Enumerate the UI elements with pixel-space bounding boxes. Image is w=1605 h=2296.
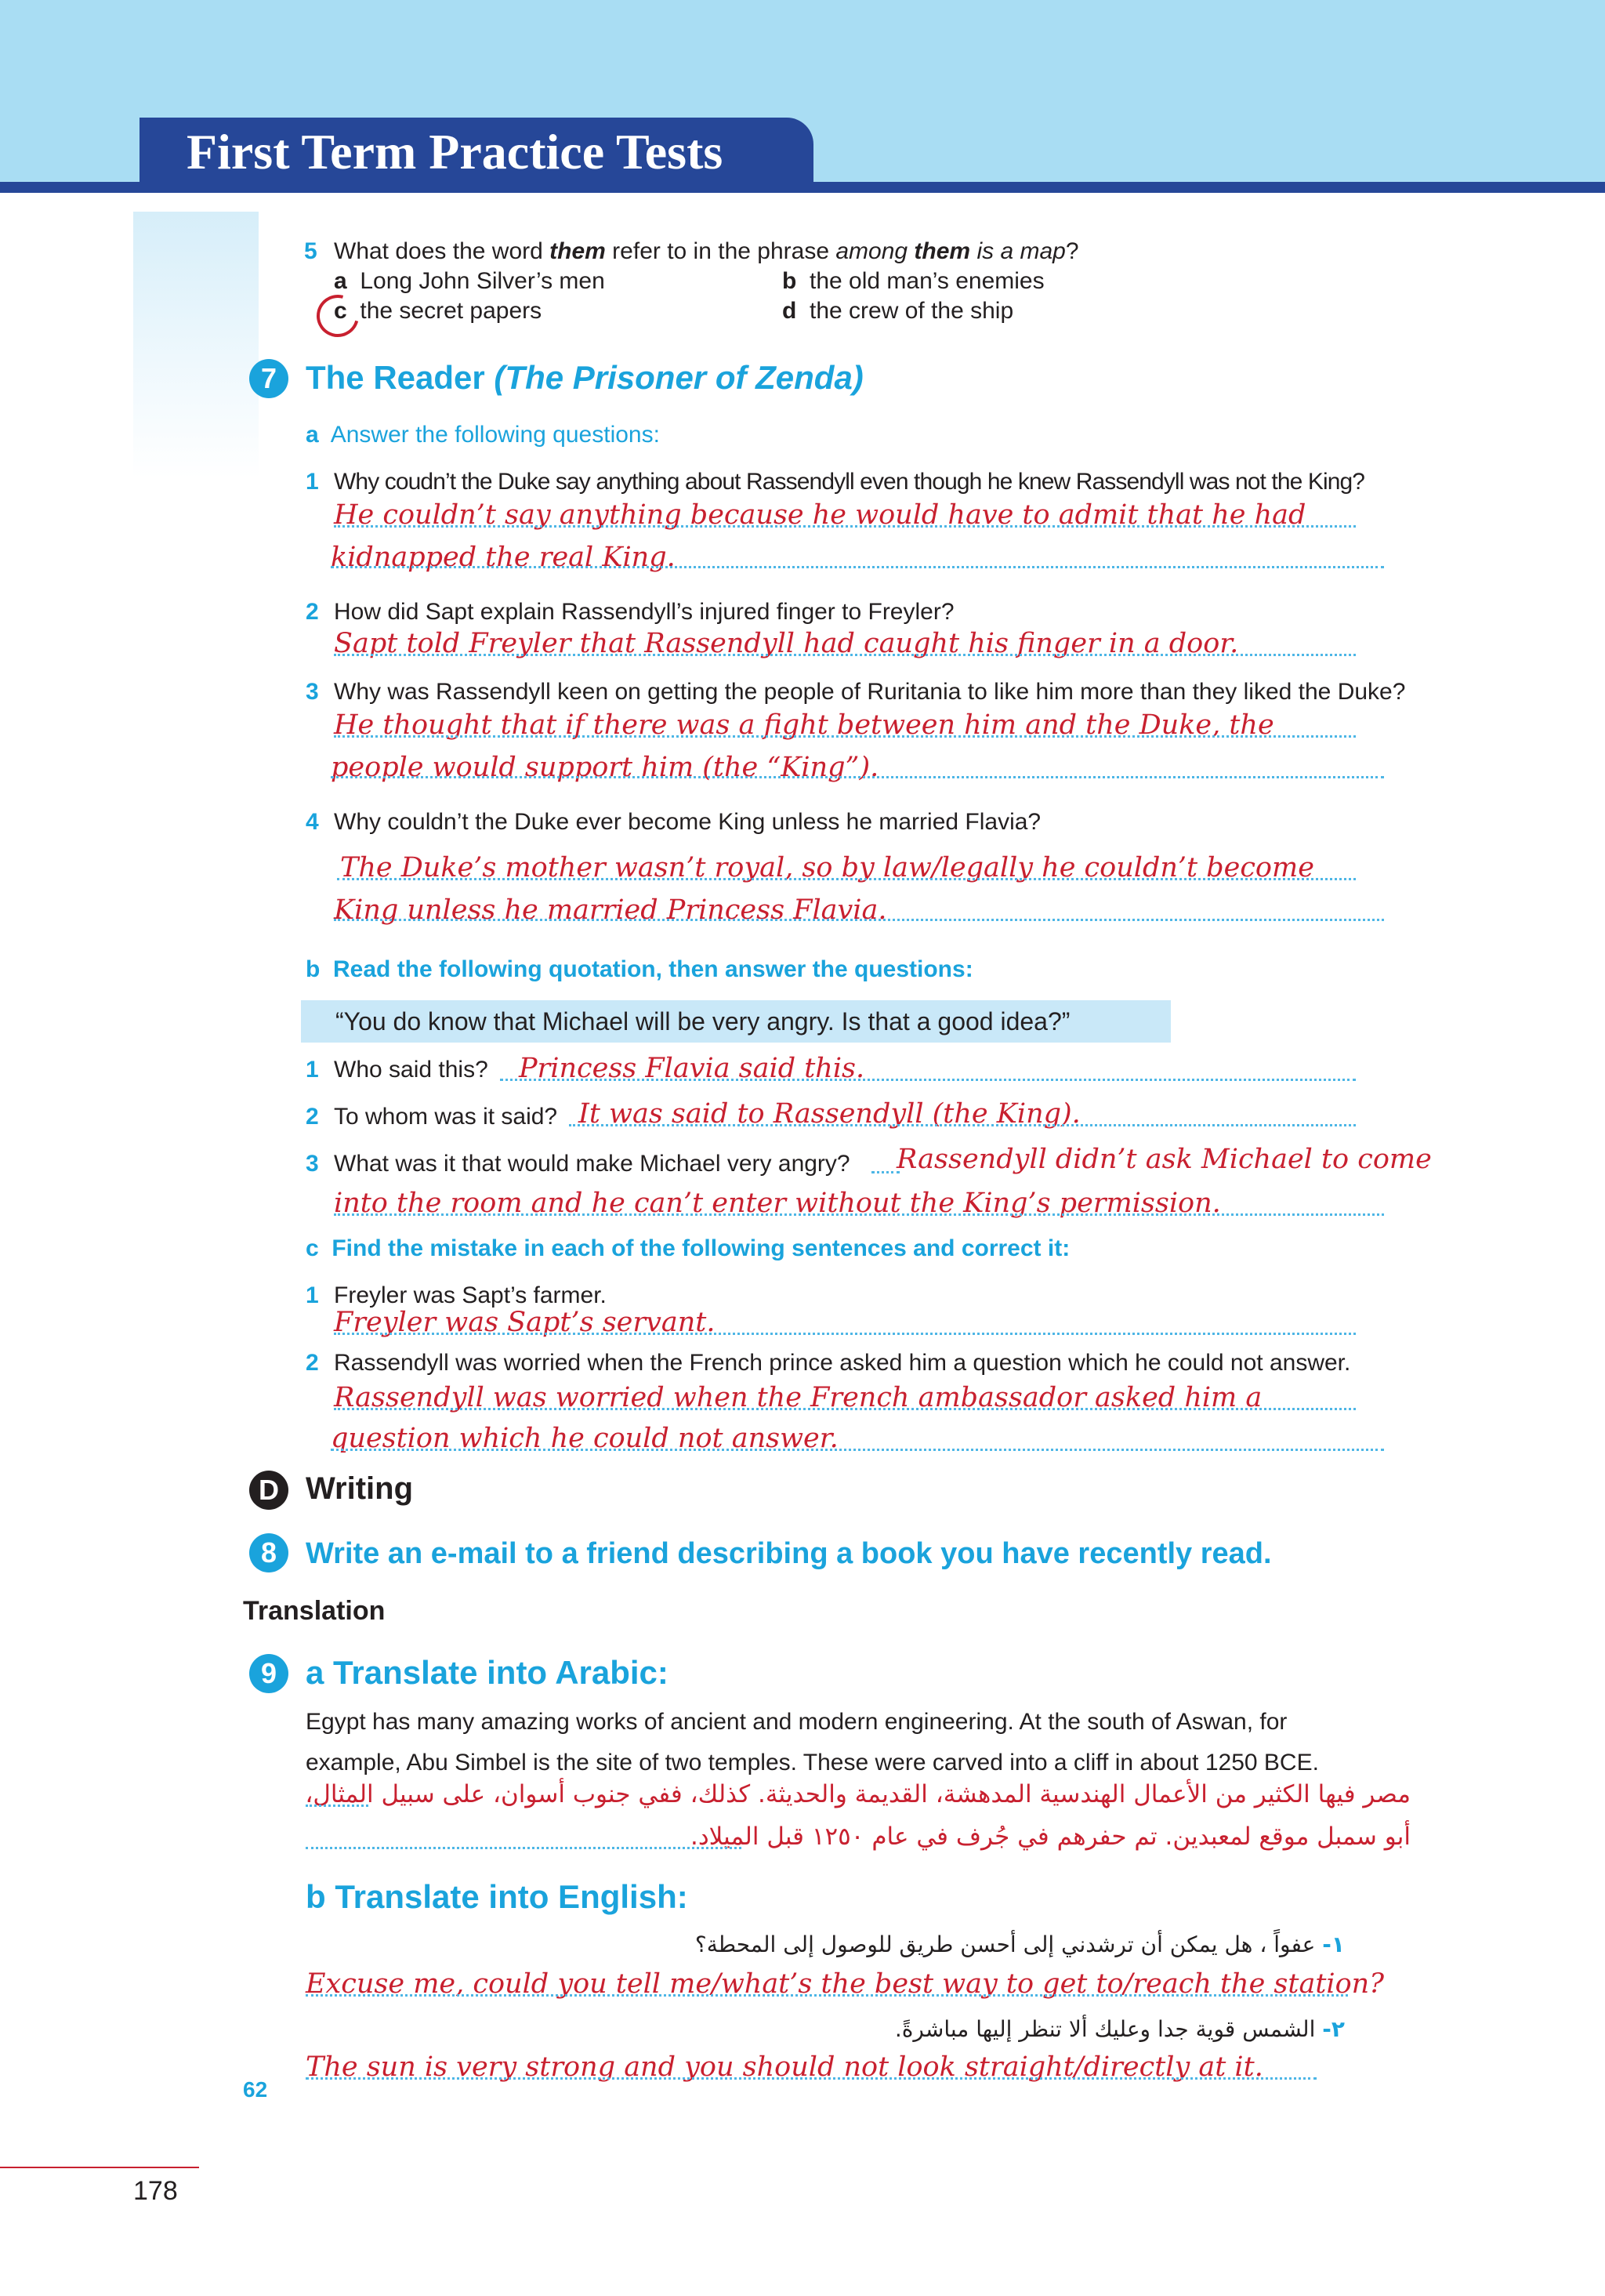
handwritten-arabic-answer[interactable]: أبو سمبل موقع لمعبدين. تم حفرهم في جُرف في عام ١٢٥٠ قبل الميلاد. (690, 1823, 1411, 1851)
side-shade (133, 212, 259, 478)
handwritten-arabic-answer[interactable]: مصر فيها الكثير من الأعمال الهندسية المدهشة، القديمة والحديثة. كذلك، ففي جنوب أسوان، على سبيل المثال، (305, 1780, 1411, 1808)
answer-line (306, 1805, 368, 1807)
question-text: Why was Rassendyll keen on getting the people of Ruritania to like him more than they liked the Duke? (334, 679, 1406, 705)
quotation-text: “You do know that Michael will be very angry. Is that a good idea?” (335, 1007, 1071, 1036)
page-title: First Term Practice Tests (187, 124, 723, 180)
answer-line (334, 735, 1356, 738)
question-number: 4 (306, 809, 319, 835)
question-number: 1 (306, 1057, 319, 1083)
inner-page-number: 62 (243, 2077, 268, 2102)
option-a[interactable]: a Long John Silver’s men (334, 268, 605, 294)
handwritten-answer[interactable]: King unless he married Princess Flavia. (334, 894, 887, 926)
answer-line (334, 525, 1356, 528)
handwritten-answer[interactable]: into the room and he can’t enter without the King’s permission. (334, 1188, 1221, 1219)
paragraph-line: Egypt has many amazing works of ancient and modern engineering. At the south of Aswan, for (306, 1709, 1288, 1735)
handwritten-answer[interactable]: It was said to Rassendyll (the King). (578, 1098, 1081, 1130)
handwritten-answer[interactable]: He couldn’t say anything because he would have to admit that he had (334, 499, 1306, 531)
question-text: How did Sapt explain Rassendyll’s injured finger to Freyler? (334, 599, 955, 625)
question-number-badge: 8 (249, 1533, 288, 1572)
handwritten-answer[interactable]: people would support him (the “King”). (331, 752, 879, 783)
option-b[interactable]: b the old man’s enemies (782, 268, 1045, 294)
question-text: Why coudn’t the Duke say anything about Rassendyll even though he knew Rassendyll was not the King? (334, 469, 1365, 495)
question-text: What does the word them refer to in the phrase among them is a map? (334, 238, 1079, 264)
handwritten-answer[interactable]: He thought that if there was a fight between him and the Duke, the (334, 709, 1274, 741)
handwritten-answer[interactable]: question which he could not answer. (331, 1423, 839, 1454)
question-text: To whom was it said? (334, 1104, 558, 1130)
question-number: 2 (306, 1104, 319, 1130)
handwritten-answer[interactable]: Princess Flavia said this. (519, 1053, 865, 1084)
answer-line (334, 654, 1356, 656)
handwritten-answer[interactable]: The Duke’s mother wasn’t royal, so by law/legally he couldn’t become (340, 852, 1314, 883)
answer-line (306, 1847, 741, 1849)
question-number-badge: 9 (249, 1654, 288, 1693)
answer-line (331, 776, 1384, 778)
outer-page-number: 178 (133, 2176, 178, 2206)
question-text: Freyler was Sapt’s farmer. (334, 1282, 607, 1308)
writing-prompt: Write an e-mail to a friend describing a book you have recently read. (306, 1537, 1272, 1570)
translation-heading: Translation (243, 1596, 386, 1626)
question-number: 3 (306, 1151, 319, 1177)
option-d[interactable]: d the crew of the ship (782, 298, 1014, 324)
question-number: 5 (304, 238, 317, 264)
answer-line (569, 1124, 1356, 1126)
section-badge: D (249, 1471, 288, 1510)
question-number: 2 (306, 599, 319, 625)
answer-line (331, 566, 1384, 568)
translate-arabic-heading: a Translate into Arabic: (306, 1654, 668, 1691)
footer-rule (0, 2167, 199, 2168)
handwritten-answer[interactable]: Rassendyll was worried when the French ambassador asked him a (334, 1382, 1263, 1413)
answer-line (334, 919, 1384, 921)
question-number: 2 (306, 1350, 319, 1376)
handwritten-answer[interactable]: kidnapped the real King. (331, 542, 676, 573)
answer-line (306, 1994, 1348, 1997)
section-number-badge: 7 (249, 359, 288, 398)
question-number: 1 (306, 469, 319, 495)
question-text: What was it that would make Michael very angry? (334, 1151, 850, 1177)
answer-line (334, 1333, 1356, 1335)
part-a-heading: a Answer the following questions: (306, 422, 660, 448)
question-text: Rassendyll was worried when the French prince asked him a question which he could not answer. (334, 1350, 1351, 1376)
title-rule (0, 182, 1605, 193)
question-number: 1 (306, 1282, 319, 1308)
answer-line (306, 2077, 1317, 2080)
arabic-question: ٢- الشمس قوية جدا وعليك ألا تنظر إليها مباشرةً. (894, 2016, 1345, 2042)
answer-line (331, 1449, 1384, 1451)
translate-english-heading: b Translate into English: (306, 1878, 688, 1915)
question-text: Who said this? (334, 1057, 488, 1083)
question-number: 3 (306, 679, 319, 705)
paragraph-line: example, Abu Simbel is the site of two temples. These were carved into a cliff in about 1250 BCE. (306, 1750, 1319, 1776)
answer-line (500, 1079, 1356, 1081)
answer-line (334, 1213, 1384, 1216)
part-c-heading: c Find the mistake in each of the following sentences and correct it: (306, 1235, 1071, 1261)
answer-line (871, 1171, 900, 1173)
handwritten-answer[interactable]: Freyler was Sapt’s servant. (334, 1307, 716, 1338)
handwritten-answer[interactable]: The sun is very strong and you should not look straight/directly at it. (306, 2051, 1263, 2083)
option-c[interactable]: c the secret papers (334, 298, 542, 324)
answer-line (337, 878, 1356, 880)
arabic-question: ١- عفواً ، هل يمكن أن ترشدني إلى أحسن طريق للوصول إلى المحطة؟ (694, 1931, 1345, 1957)
handwritten-answer[interactable]: Sapt told Freyler that Rassendyll had caught his finger in a door. (334, 628, 1239, 659)
section-title: The Reader (The Prisoner of Zenda) (306, 359, 864, 396)
question-text: Why couldn’t the Duke ever become King unless he married Flavia? (334, 809, 1042, 835)
handwritten-answer[interactable]: Excuse me, could you tell me/what’s the best way to get to/reach the station? (306, 1968, 1384, 2000)
part-b-heading: b Read the following quotation, then answer the questions: (306, 956, 973, 982)
section-title: Writing (306, 1471, 414, 1506)
handwritten-answer[interactable]: Rassendyll didn’t ask Michael to come (897, 1144, 1432, 1175)
answer-line (334, 1408, 1356, 1410)
